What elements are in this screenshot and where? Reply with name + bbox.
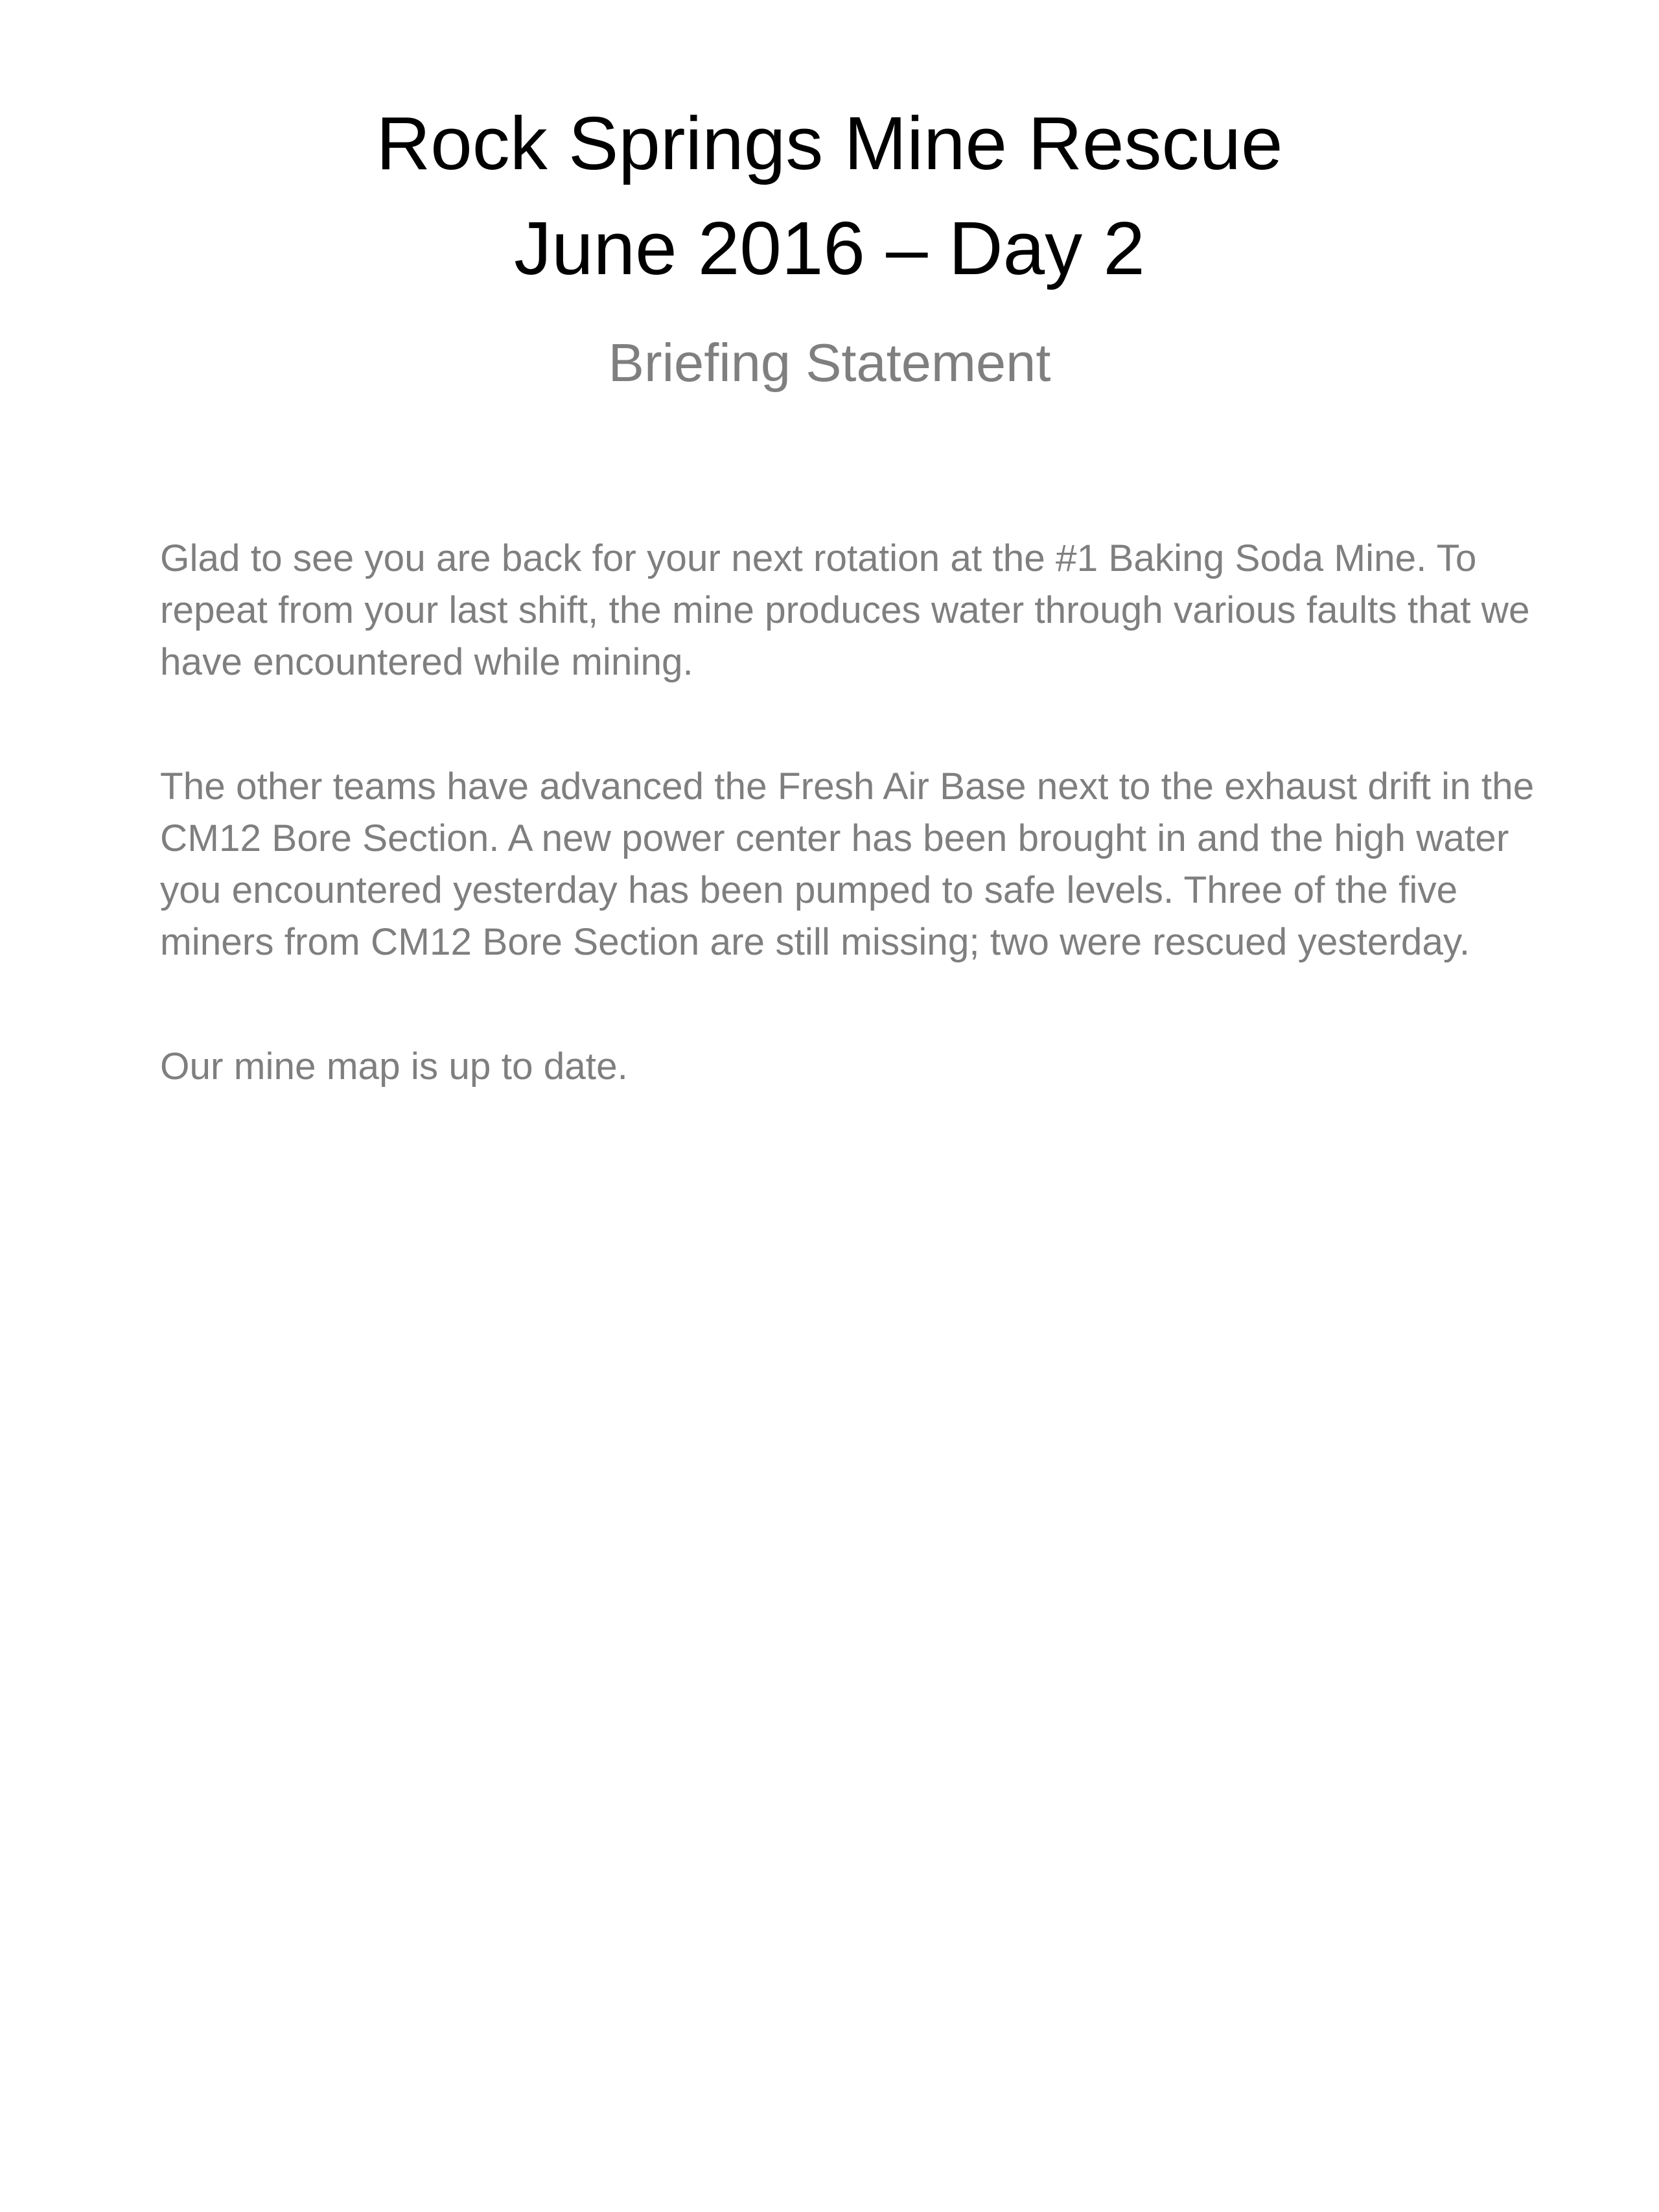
slide-subtitle: Briefing Statement	[608, 332, 1051, 393]
slide-title-line-1: Rock Springs Mine Rescue	[376, 101, 1283, 185]
briefing-body	[160, 533, 1566, 1165]
slide-title	[0, 91, 1659, 301]
briefing-paragraph-3: Our mine map is up to date.	[160, 1045, 628, 1088]
slide-title-line-2: June 2016 – Day 2	[514, 206, 1145, 290]
briefing-paragraph-2: The other teams have advanced the Fresh Air Base next to the exhaust drift in the CM12 Bore Section. A new power center has been brought in and the high water you encountered yesterday has been pumped to safe levels. Three of the five miners from CM12 Bore Section are still missing; two were rescued yesterday.	[160, 765, 1535, 963]
briefing-paragraph-1: Glad to see you are back for your next rotation at the #1 Baking Soda Mine. To repeat from your last shift, the mine produces water through various faults that we have encountered while mining.	[160, 537, 1530, 683]
